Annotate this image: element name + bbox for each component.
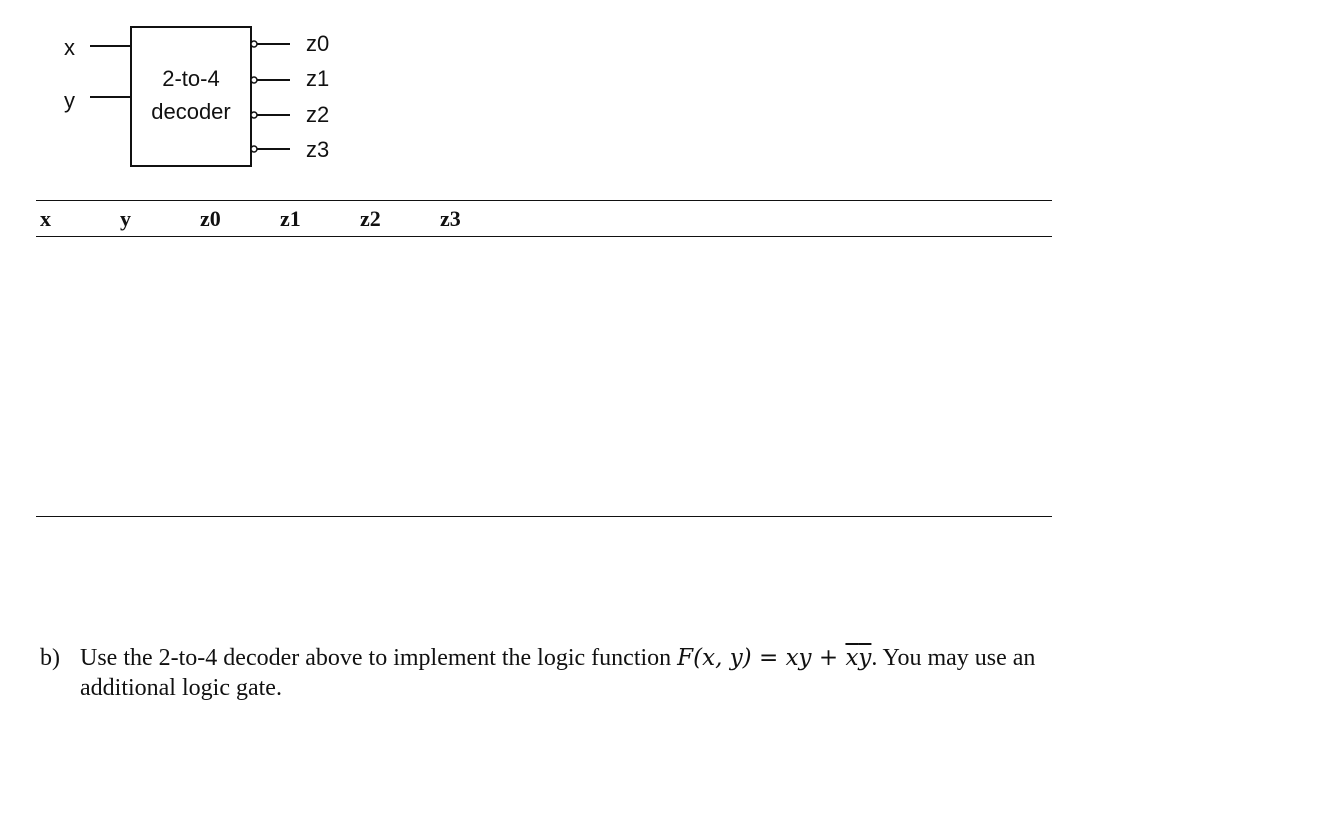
table-header-y: y	[120, 206, 131, 231]
decoder-label-line2: decoder	[151, 99, 231, 124]
table-bottom-rule	[36, 516, 1052, 517]
table-header-z3: z3	[440, 206, 461, 231]
output-z2-label: z2	[306, 102, 330, 127]
table-header-rule	[36, 236, 1052, 237]
output-z2-bubble	[251, 112, 257, 118]
question-text	[80, 643, 1040, 703]
table-top-rule	[36, 200, 1052, 201]
decoder-diagram	[0, 0, 420, 190]
output-z1-label: z1	[306, 66, 330, 91]
function-args: (x, y) =	[693, 645, 786, 671]
table-header-z1: z1	[280, 206, 301, 231]
question-b	[40, 643, 1040, 703]
question-text-after: . You may use an additional logic gate.	[80, 645, 1036, 701]
table-body	[36, 238, 1052, 516]
x-bar: $\overline{x}$	[845, 645, 859, 671]
function-expression	[677, 645, 871, 671]
output-z3-bubble	[251, 146, 257, 152]
table-header-x: x	[40, 206, 51, 231]
input-y-label: y	[64, 88, 75, 113]
output-z3-label: z3	[306, 137, 330, 162]
output-z1-bubble	[251, 77, 257, 83]
question-text-before: Use the 2-to-4 decoder above to implement the logic function	[80, 645, 678, 671]
output-z0-label: z0	[306, 31, 330, 56]
y-bar: $\overline{y}$	[858, 645, 872, 671]
function-term-xy: xy	[785, 645, 812, 671]
decoder-block	[131, 27, 251, 166]
decoder-label-line1: 2-to-4	[162, 66, 220, 91]
table-header-z0: z0	[200, 206, 221, 231]
function-name: F	[677, 645, 694, 671]
function-plus: +	[811, 645, 846, 671]
table-header-z2: z2	[360, 206, 381, 231]
question-label: b)	[40, 645, 60, 671]
output-z0-bubble	[251, 41, 257, 47]
input-x-label: x	[64, 35, 75, 60]
